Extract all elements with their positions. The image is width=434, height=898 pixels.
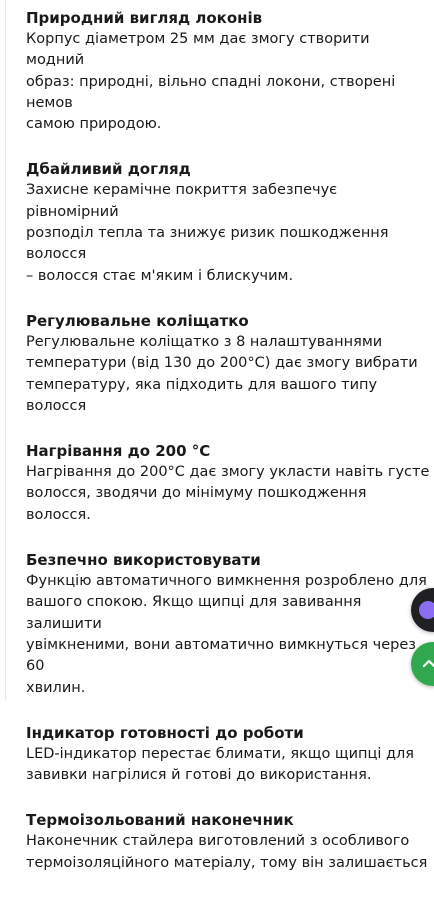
feature-title: Термоізольований наконечник bbox=[26, 811, 294, 830]
feature-line: Нагрівання до 200°C дає змогу укласти навіть густе bbox=[26, 464, 430, 481]
feature-title: Природний вигляд локонів bbox=[26, 9, 263, 27]
feature-description bbox=[26, 29, 430, 135]
feature-line: самою природою. bbox=[26, 116, 162, 133]
feature-line: температуру, яка підходить для вашого типу волосся bbox=[26, 376, 378, 414]
feature-description bbox=[26, 332, 430, 417]
feature-item bbox=[26, 311, 430, 417]
feature-line: Наконечник стайлера виготовлений з особливого bbox=[26, 833, 410, 850]
feature-line: LED-індикатор перестає блимати, якщо щипці для bbox=[26, 745, 415, 762]
feature-item bbox=[26, 159, 430, 286]
feature-item bbox=[26, 8, 430, 135]
feature-line: завивки нагрілися й готові до використання. bbox=[26, 767, 372, 784]
feature-title: Безпечно використовувати bbox=[26, 551, 261, 570]
feature-description bbox=[26, 180, 430, 286]
feature-item bbox=[26, 810, 430, 874]
feature-title: Дбайливий догляд bbox=[26, 160, 191, 179]
feature-description bbox=[26, 462, 430, 526]
feature-title: Нагрівання до 200 °C bbox=[26, 442, 211, 461]
feature-line: температури (від 130 до 200°C) дає змогу вибрати bbox=[26, 355, 418, 372]
feature-line: хвилин. bbox=[26, 679, 86, 696]
feature-line: вашого спокою. Якщо щипці для завивання залишити bbox=[26, 594, 362, 632]
feature-title: Індикатор готовності до роботи bbox=[26, 723, 304, 742]
feature-line: Корпус діаметром 25 мм дає змогу створити модний bbox=[26, 31, 370, 69]
feature-line: розподіл тепла та знижує ризик пошкодження волосся bbox=[26, 225, 389, 263]
feature-item bbox=[26, 441, 430, 526]
feature-line: – волосся стає м'яким і блискучим. bbox=[26, 267, 294, 284]
left-edge-divider bbox=[5, 0, 6, 700]
feature-title: Регулювальне коліщатко bbox=[26, 311, 249, 330]
feature-description bbox=[26, 831, 430, 874]
feature-line: Функцію автоматичного вимкнення розроблено для bbox=[26, 573, 427, 590]
chevron-up-icon bbox=[421, 656, 434, 672]
feature-item bbox=[26, 723, 430, 787]
feature-line: волосся, зводячи до мінімуму пошкодження волосся. bbox=[26, 485, 367, 523]
product-features-list bbox=[26, 8, 430, 898]
feature-line: образ: природні, вільно спадні локони, створені немов bbox=[26, 73, 396, 111]
feature-description bbox=[26, 571, 430, 699]
feature-item bbox=[26, 550, 430, 699]
feature-line: Захисне керамічне покриття забезпечує рівномірний bbox=[26, 182, 338, 220]
feature-line: увімкненими, вони автоматично вимкнуться через 60 bbox=[26, 636, 416, 675]
feature-description bbox=[26, 744, 430, 787]
feature-line: Регулювальне коліщатко з 8 налаштуваннями bbox=[26, 333, 383, 350]
chat-icon bbox=[419, 601, 434, 619]
feature-line: термоізоляційного матеріалу, тому він залишається bbox=[26, 854, 428, 871]
